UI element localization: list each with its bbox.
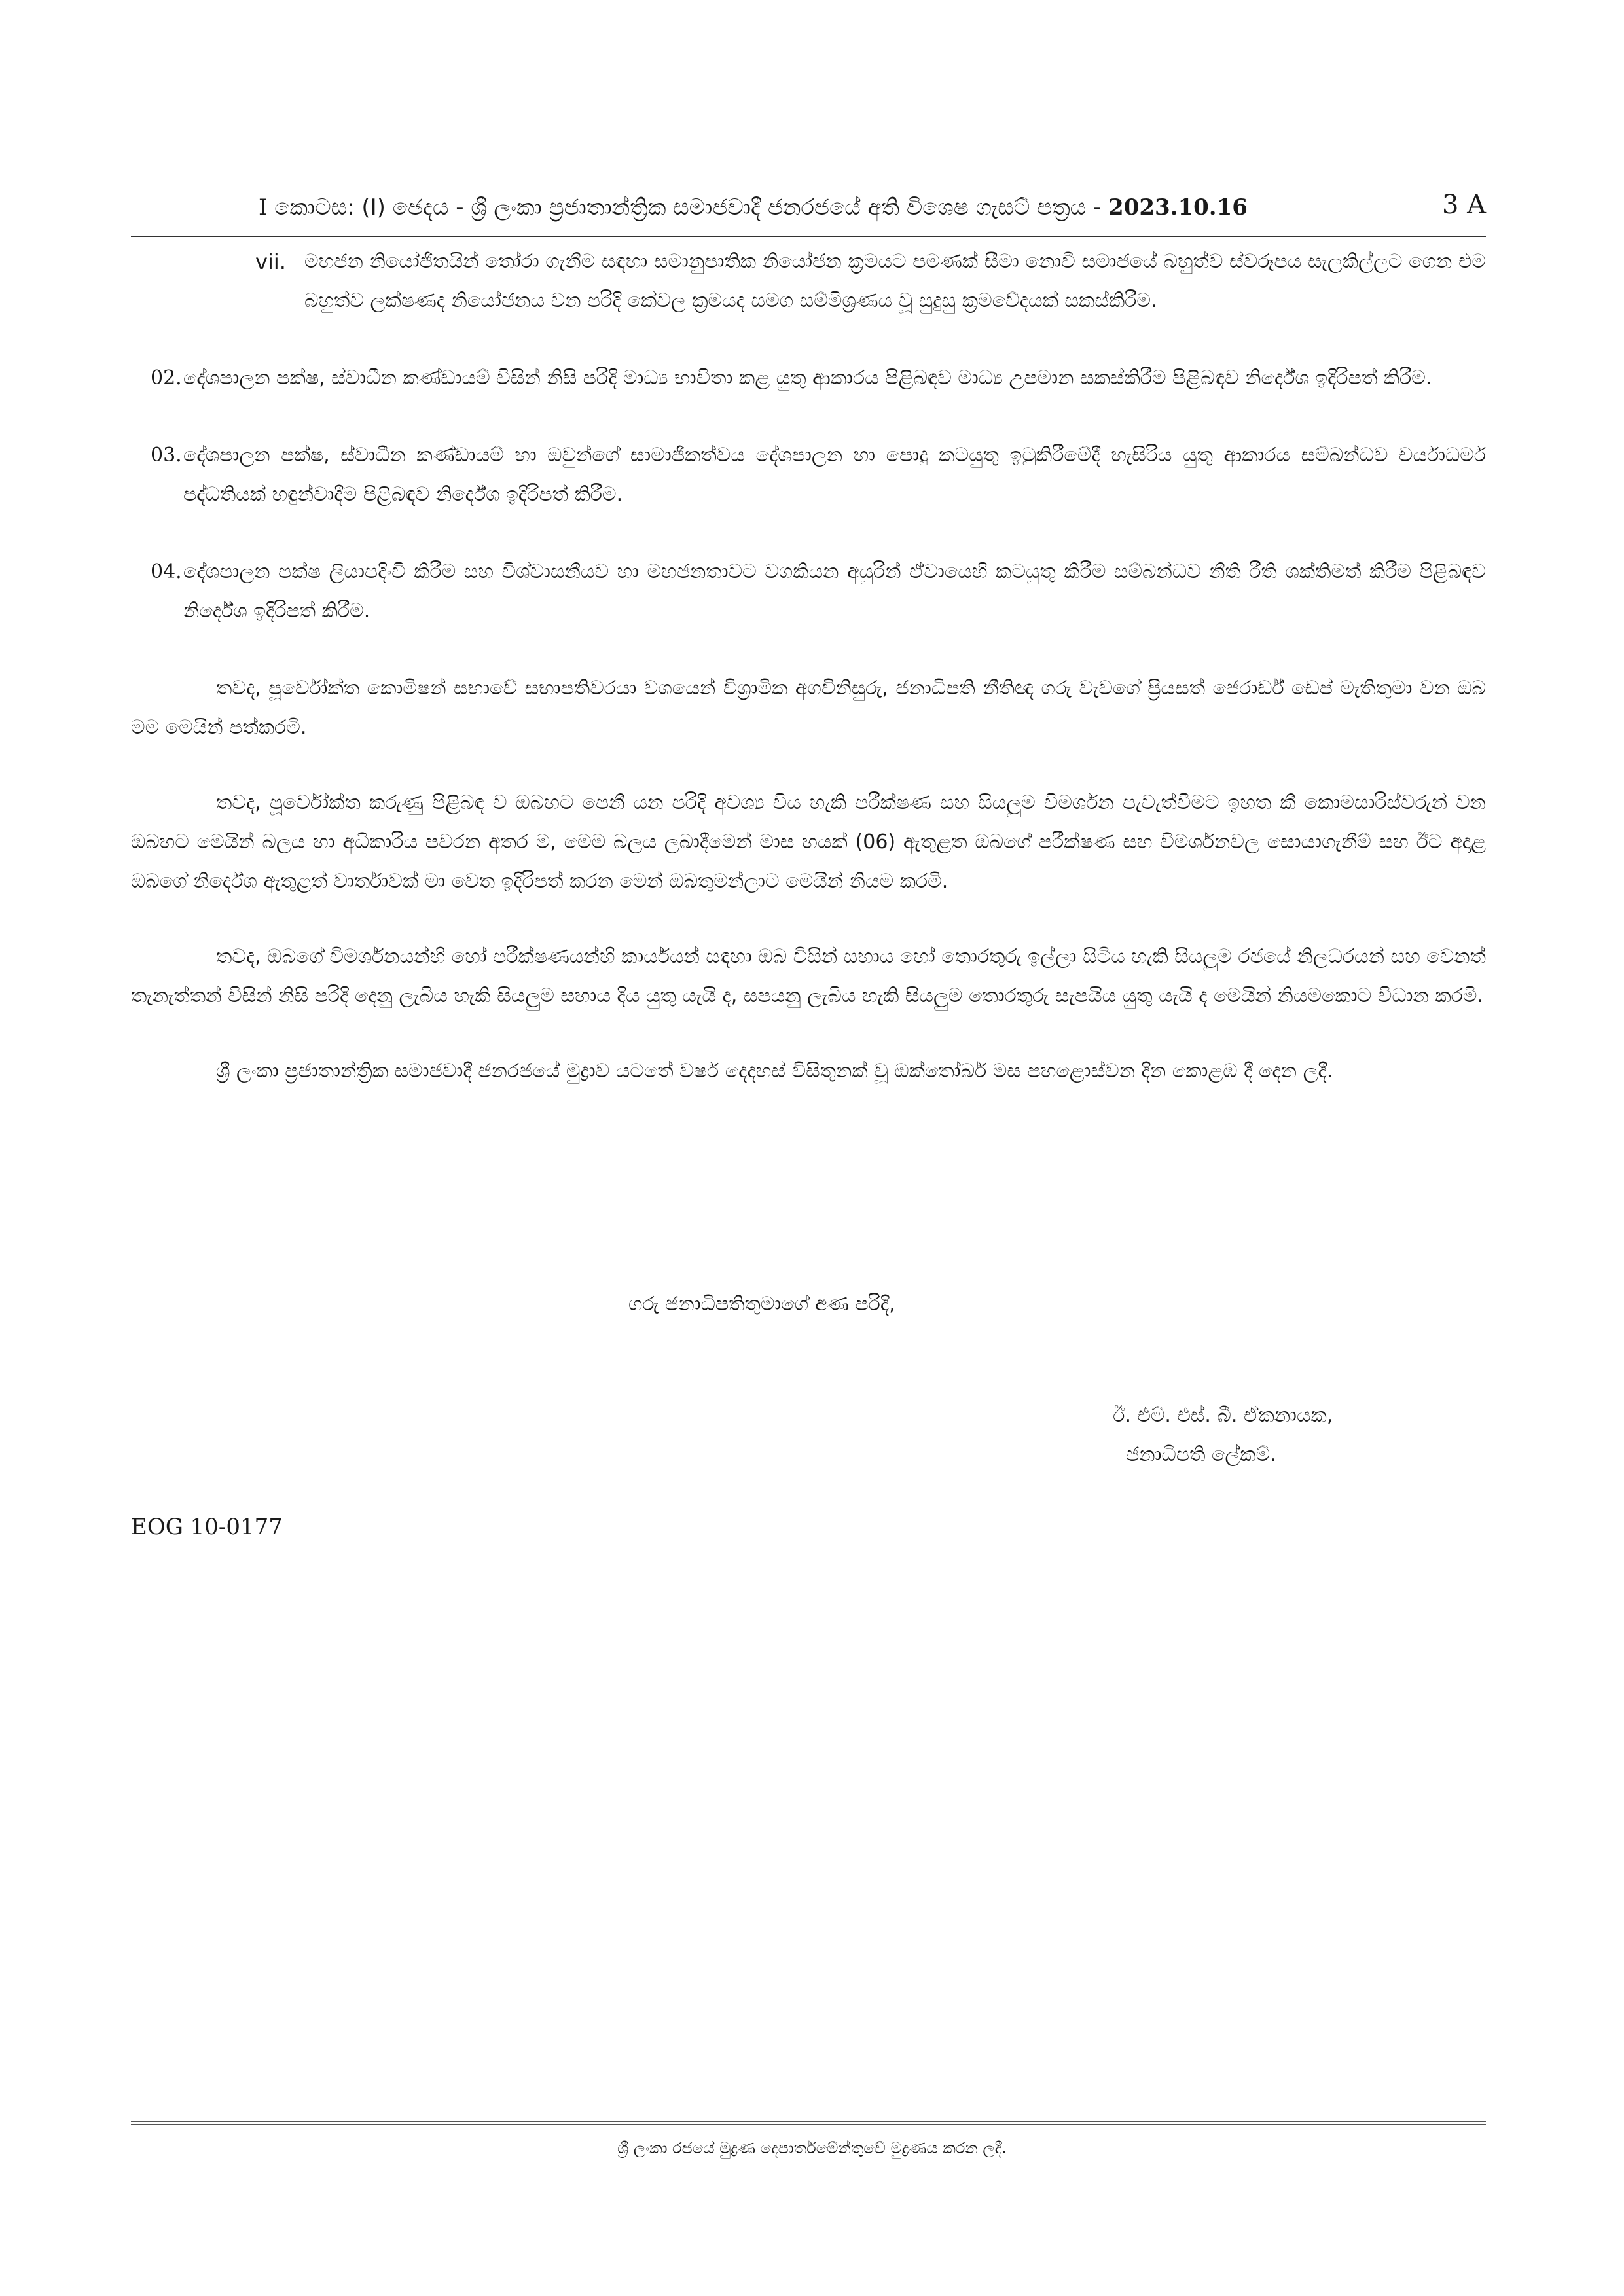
list-item bbox=[131, 552, 1486, 631]
closing-line: ගරු ජනාධිපතිතුමාගේ අණ පරිදි, bbox=[628, 1293, 895, 1316]
header-title-line bbox=[259, 194, 1248, 221]
item-text: දේශපාලන පක්ෂ, ස්වාධීන කණ්ඩායම් විසින් නිසි පරිදි මාධ්‍ය භාවිතා කළ යුතු ආකාරය පිළිබඳව මාධ්‍ය උපමාන සකස්කිරීම පිළිබඳව නිර්දේශ ඉදිරිපත් කිරීම. bbox=[183, 367, 1432, 389]
item-number: 04. bbox=[151, 560, 182, 583]
header-title: කොටස: (I) ඡෙදය - ශ්‍රී ලංකා ප්‍රජාතාන්ත්‍රික සමාජවාදී ජනරජයේ අති විශෙෂ ගැසට් පත්‍රය - bbox=[274, 194, 1102, 221]
list-item bbox=[131, 242, 1486, 321]
body-paragraph: තවද, ඔබගේ විමර්ශනයන්හි හෝ පරීක්ෂණයන්හි කාර්යයන් සඳහා ඔබ විසින් සහාය හෝ තොරතුරු ඉල්ලා සිටිය හැකි සියලුම රජයේ නිලධරයන් සහ වෙනත් තැනැත්තන් විසින් නිසි පරිදි දෙනු ලැබිය හැකි සියලුම සහාය දිය යුතු යැයි ද, සපයනු ලැබිය හැකි සියලුම තොරතුරු සැපයිය යුතු යැයි ද මෙයින් නියමකොට විධාන කරමි. bbox=[131, 945, 1486, 1007]
item-number: vii. bbox=[255, 249, 286, 274]
page-number: 3 A bbox=[1441, 190, 1486, 220]
page-header bbox=[131, 187, 1486, 232]
item-text: මහජන නියෝජිතයින් තෝරා ගැනීම සඳහා සමානුපාතික නියෝජන ක්‍රමයට පමණක් සීමා නොවී සමාජයේ බහුත්ව ස්වරූපය සැලකිල්ලට ගෙන එම බහුත්ව ලක්ෂණද නියෝජනය වන පරිදි කේවල ක්‍රමයද සමග සම්මිශ්‍රණය වූ සුදුසු ක්‍රමවේදයක් සකස්කිරීම. bbox=[304, 250, 1486, 312]
document-body bbox=[131, 242, 1486, 1091]
body-paragraph: තවද, පූර්වෝක්ත කොමිෂන් සභාවේ සභාපතිවරයා වශයෙන් විශ්‍රාමික අගවිනිසුරු, ජනාධිපති නීතිඥ ගරු වැවගේ ප්‍රියසත් ජෙරාර්ඩ් ඩෙප් මැතිතුමා වන ඔබ මම මෙයින් පත්කරමි. bbox=[131, 677, 1486, 739]
footer-divider bbox=[131, 2121, 1486, 2125]
header-part: I bbox=[259, 194, 268, 221]
item-number: 03. bbox=[151, 444, 182, 467]
body-paragraph: තවද, පූර්වෝක්ත කරුණු පිළිබඳ ව ඔබහට පෙනී යන පරිදි අවශ්‍ය විය හැකි පරීක්ෂණ සහ සියලුම විමර්ශන පැවැත්වීමට ඉහත කී කොමසාරිස්වරුන් වන ඔබහට මෙයින් බලය හා අධිකාරිය පවරන අතර ම, මෙම බලය ලබාදීමෙන් මාස හයක් (06) ඇතුළත ඔබගේ පරීක්ෂණ සහ විමර්ශනවල සොයාගැනීම් සහ ඊට අදාළ ඔබගේ නිර්දේශ ඇතුළත් වාර්තාවක් මා වෙත ඉදිරිපත් කරන මෙන් ඔබතුමන්ලාට මෙයින් නියම කරමි. bbox=[131, 791, 1486, 893]
gazette-reference: EOG 10-0177 bbox=[131, 1514, 283, 1540]
list-item bbox=[131, 436, 1486, 514]
signatory-name: ඊ. එම්. එස්. බී. ඒකනායක, bbox=[1113, 1404, 1333, 1427]
item-number: 02. bbox=[151, 367, 182, 389]
item-text: දේශපාලන පක්ෂ ලියාපදිංචි කිරීම සහ විශ්වාසනීයව හා මහජනතාවට වගකියන අයුරින් ඒවායෙහි කටයුතු කිරීම සම්බන්ධව නීති රීති ශක්තිමත් කිරීම පිළිබඳව නිර්දේශ ඉදිරිපත් කිරීම. bbox=[183, 560, 1486, 622]
header-divider bbox=[131, 236, 1486, 237]
printer-footer: ශ්‍රී ලංකා රජයේ මුද්‍රණ දෙපාර්තමේන්තුවේ මුද්‍රණය කරන ලදී. bbox=[617, 2139, 1007, 2157]
list-item bbox=[131, 359, 1486, 398]
body-paragraph: ශ්‍රී ලංකා ප්‍රජාතාන්ත්‍රික සමාජවාදී ජනරජයේ මුද්‍රාව යටතේ වර්ෂ දෙදහස් විසිතුනක් වූ ඔක්තෝබර් මස පහළොස්වන දින කොළඹ දී දෙන ලදී. bbox=[216, 1060, 1333, 1083]
signatory-title: ජනාධිපති ලේකම්. bbox=[1126, 1443, 1276, 1466]
item-text: දේශපාලන පක්ෂ, ස්වාධීන කණ්ඩායම් හා ඔවුන්ගේ සාමාජිකත්වය දේශපාලන හා පොදු කටයුතු ඉටුකිරීමේදී හැසිරිය යුතු ආකාරය සම්බන්ධව චර්යාධර්ම පද්ධතියක් හඳුන්වාදීම පිළිබඳව නිර්දේශ ඉදිරිපත් කිරීම. bbox=[183, 444, 1486, 506]
header-date: 2023.10.16 bbox=[1108, 194, 1248, 221]
